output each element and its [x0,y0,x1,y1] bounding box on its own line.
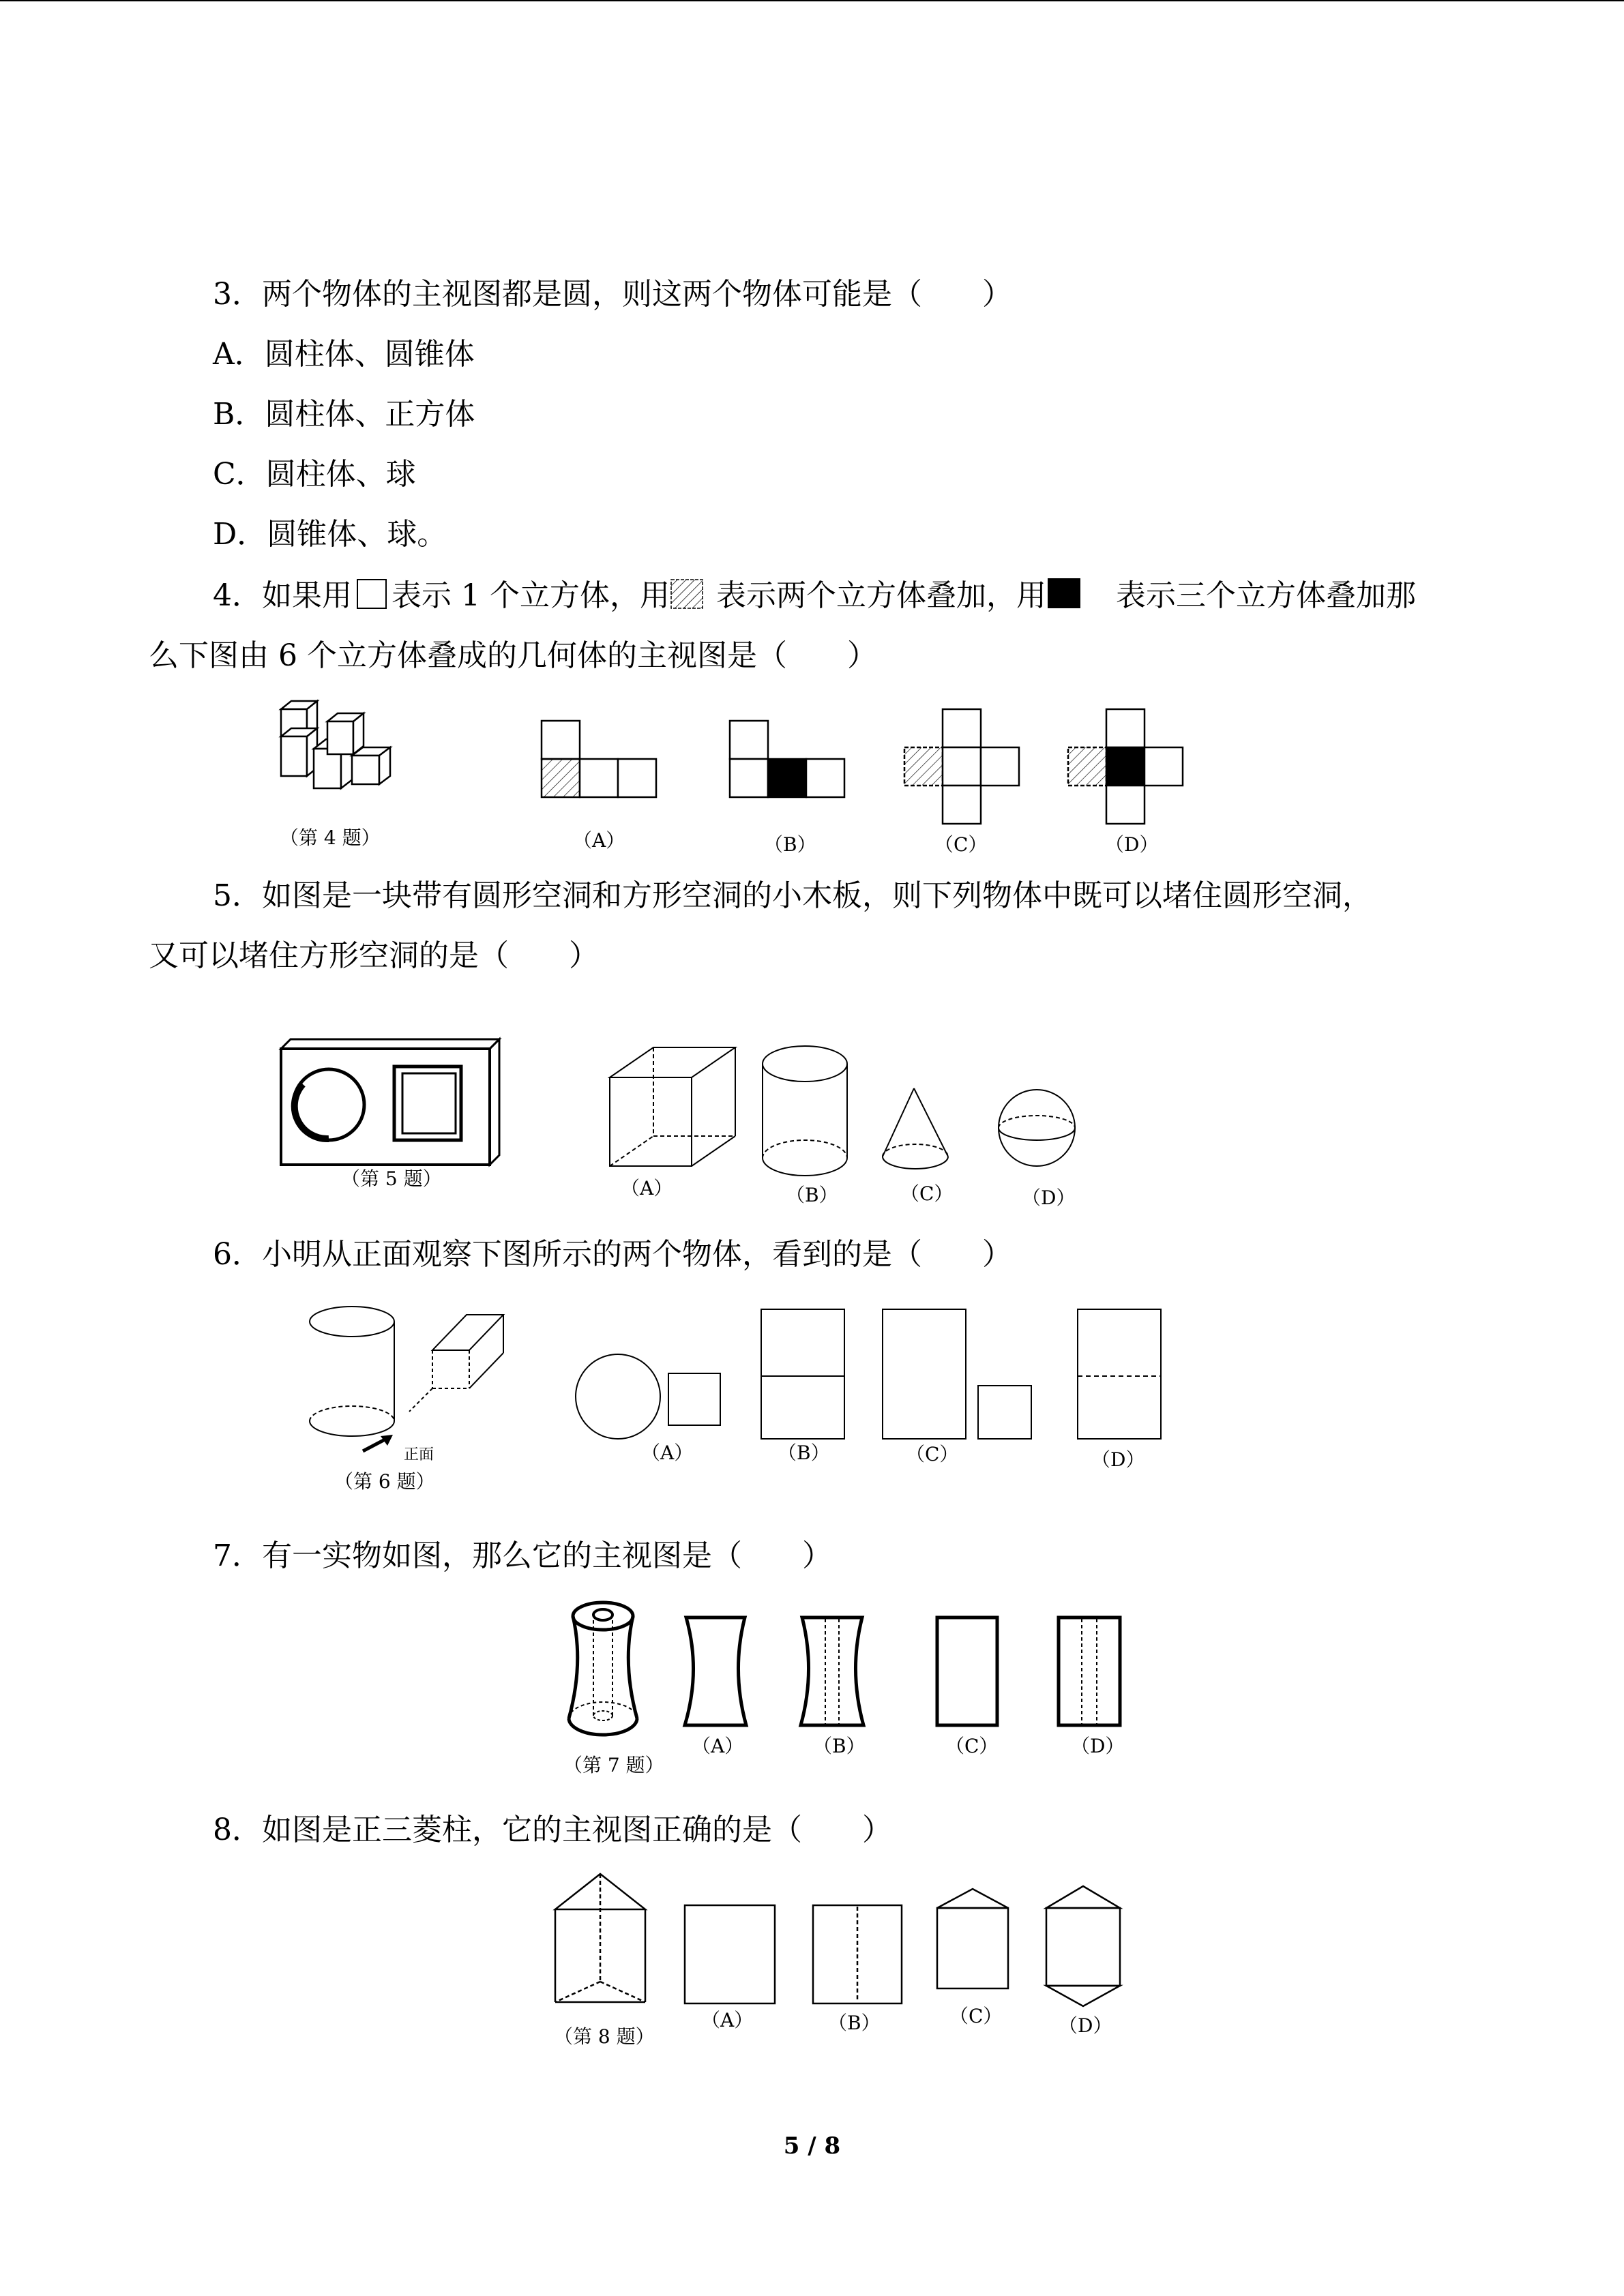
q7-label-b: （B） [813,1735,866,1757]
q8-option-b-figure [813,1905,902,2003]
q3-option-d: D．圆锥体、球。 [213,517,447,552]
q4-text-part1: 4．如果用 [213,578,352,613]
q6-label-d: （D） [1091,1448,1145,1471]
q5-label-b: （B） [786,1184,838,1206]
q5-label-a: （A） [621,1177,673,1199]
q5-board [281,1039,499,1165]
q8-label-c: （C） [949,2005,1003,2027]
q7-label-d: （D） [1071,1735,1125,1757]
q6-figures [300,1296,1187,1500]
q7-option-c-figure [937,1617,997,1725]
q5-option-d-sphere [999,1090,1075,1166]
q3-option-c: C．圆柱体、球 [213,457,416,492]
q8-label-d: （D） [1059,2014,1112,2037]
q4-cube-stack [281,701,390,788]
q5-option-a-cuboid [610,1047,735,1166]
q5-caption: （第 5 题） [341,1167,442,1190]
q4-option-c-figure [904,709,1019,824]
q8-option-a-figure [685,1905,775,2003]
q6-cylinder [310,1307,394,1436]
q7-label-c: （C） [945,1735,999,1757]
q7-object [569,1602,637,1735]
q8-label-b: （B） [828,2012,881,2034]
q7-option-a-figure [685,1617,746,1725]
q6-caption: （第 6 题） [334,1470,435,1493]
q7-figures [546,1596,1160,1787]
q5-option-c-cone [883,1088,948,1169]
q6-label-c: （C） [906,1443,959,1465]
q5-stem-line2: 又可以堵住方形空洞的是（ ） [149,938,599,973]
q3-option-b: B．圆柱体、正方体 [213,397,475,432]
q4-option-b-figure [730,721,844,797]
q4-figures [259,696,1200,859]
q8-option-c-figure [937,1889,1008,1988]
q6-option-c-figure [883,1309,1031,1439]
q6-option-b-figure [761,1309,844,1439]
q4-label-c: （C） [934,833,988,856]
front-arrow-icon [363,1435,393,1451]
q6-option-d-figure [1078,1309,1161,1439]
q5-stem-line1: 5．如图是一块带有圆形空洞和方形空洞的小木板，则下列物体中既可以堵住圆形空洞， [213,878,1372,913]
hatched-square-symbol [670,578,704,610]
q8-label-a: （A） [701,2009,754,2031]
q6-label-b: （B） [778,1442,830,1464]
q7-label-a: （A） [692,1735,744,1757]
q7-option-b-figure [801,1617,863,1725]
single-cube-symbol [356,578,387,610]
q4-label-a: （A） [573,829,625,852]
q4-text-part4: 表示三个立方体叠加那 [1115,578,1416,613]
q8-figures [546,1868,1160,2066]
q4-text-part3: 表示两个立方体叠加，用 [715,578,1046,613]
q6-stem: 6．小明从正面观察下图所示的两个物体，看到的是（ ） [213,1237,1012,1272]
q4-option-a-figure [542,721,656,797]
q4-stem-line2: 么下图由 6 个立方体叠成的几何体的主视图是（ ） [149,638,877,673]
q4-stem-line1 [213,577,1416,615]
q6-label-a: （A） [641,1442,694,1464]
q4-caption: （第 4 题） [280,826,381,849]
page-number: 5 / 8 [783,2132,841,2160]
q4-label-d: （D） [1105,833,1159,856]
q5-figures [273,1037,1119,1207]
q3-option-a: A．圆柱体、圆锥体 [213,337,475,372]
q5-option-b-cylinder [763,1046,847,1176]
q7-stem: 7．有一实物如图，那么它的主视图是（ ） [213,1538,832,1573]
q3-stem: 3．两个物体的主视图都是圆，则这两个物体可能是（ ） [213,277,1012,312]
q4-text-part2: 表示 1 个立方体，用 [392,578,670,613]
q5-label-d: （D） [1022,1187,1076,1207]
black-square-symbol [1046,577,1082,610]
q6-option-a-figure [576,1354,720,1439]
top-border [0,0,1624,1]
q7-option-d-figure [1059,1617,1120,1725]
q6-front-label: 正面 [404,1446,434,1463]
q5-label-c: （C） [900,1182,954,1205]
q8-prism [555,1874,645,2002]
q4-option-d-figure [1068,709,1183,824]
q6-cube [409,1315,503,1412]
q8-caption: （第 8 题） [554,2025,655,2048]
q4-label-b: （B） [764,833,816,856]
q7-caption: （第 7 题） [563,1754,664,1776]
q8-option-d-figure [1046,1886,1120,2006]
q8-stem: 8．如图是正三菱柱，它的主视图正确的是（ ） [213,1813,892,1847]
